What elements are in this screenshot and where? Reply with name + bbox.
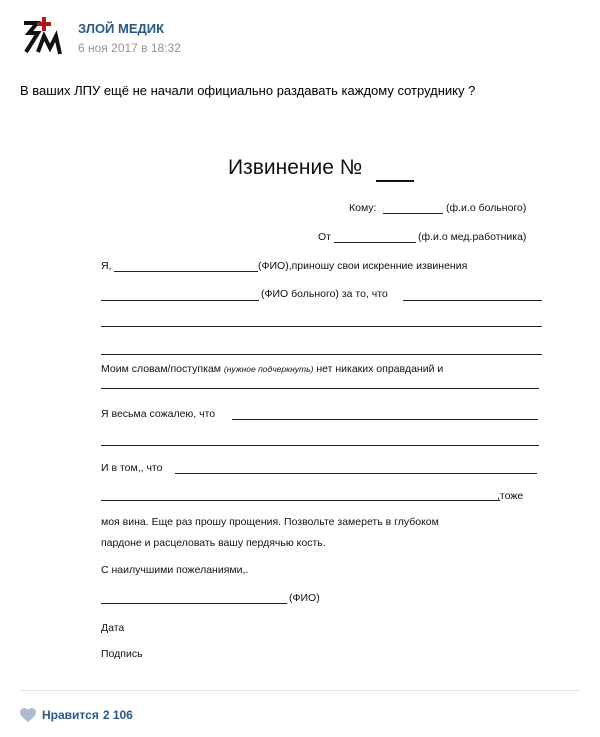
post-text: В ваших ЛПУ ещё не начали официально раздавать каждому сотруднику ?	[20, 83, 476, 98]
blank-row-3	[101, 388, 539, 389]
line1-prefix: Я,	[101, 260, 112, 272]
line2-blank-a	[101, 300, 259, 301]
sign-blank	[101, 603, 287, 604]
blank-row-4	[101, 445, 539, 446]
signature-label: Подпись	[101, 648, 143, 660]
attached-document[interactable]	[0, 140, 600, 688]
line7-text: моя вина. Еще раз прошу прощения. Позвольте замереть в глубоком	[101, 516, 439, 528]
from-label: От	[318, 231, 331, 243]
line3-text	[101, 363, 443, 375]
likes-label: Нравится	[42, 708, 99, 722]
title-number-line	[376, 180, 414, 182]
line3-end: нет никаких оправданий и	[316, 363, 444, 375]
heart-icon	[20, 708, 36, 723]
line2-mid: (ФИО больного) за то, что	[261, 288, 388, 300]
line5-text: И в том,, что	[101, 462, 163, 474]
closing-text: С наилучшими пожеланиями,.	[101, 564, 249, 576]
line8-text: пардоне и расцеловать вашу пердячью кость.	[101, 537, 326, 549]
to-hint: (ф.и.о больного)	[446, 202, 527, 214]
avatar[interactable]	[20, 14, 66, 60]
from-line	[334, 242, 416, 243]
author-name[interactable]: ЗЛОЙ МЕДИК	[78, 21, 165, 36]
to-label: Кому:	[349, 202, 377, 214]
line3-note: (нужное подчеркнуть)	[223, 364, 314, 374]
line6-blank	[101, 500, 500, 501]
post-date[interactable]: 6 ноя 2017 в 18:32	[78, 41, 181, 55]
line4-text: Я весьма сожалею, что	[101, 408, 216, 420]
date-label: Дата	[101, 622, 125, 634]
line5-blank	[175, 473, 537, 474]
from-hint: (ф.и.о мед.работника)	[418, 231, 527, 243]
footer-divider	[20, 690, 580, 691]
logo-icon	[20, 14, 66, 60]
sign-hint: (ФИО)	[289, 592, 320, 604]
line4-blank	[232, 419, 538, 420]
blank-row-1	[101, 326, 542, 327]
like-button[interactable]	[20, 706, 133, 724]
line2-blank-b	[403, 300, 542, 301]
post-header	[20, 14, 580, 60]
likes-count: 2 106	[102, 708, 133, 722]
line1-blank	[114, 271, 258, 272]
blank-row-2	[101, 354, 542, 355]
to-line	[383, 213, 443, 214]
line1-suffix: (ФИО),приношу свои искренние извинения	[258, 260, 468, 272]
document-title: Извинение №	[228, 156, 363, 179]
line3-main: Моим словам/поступкам	[101, 363, 221, 375]
line6-end: ,тоже	[497, 490, 524, 502]
